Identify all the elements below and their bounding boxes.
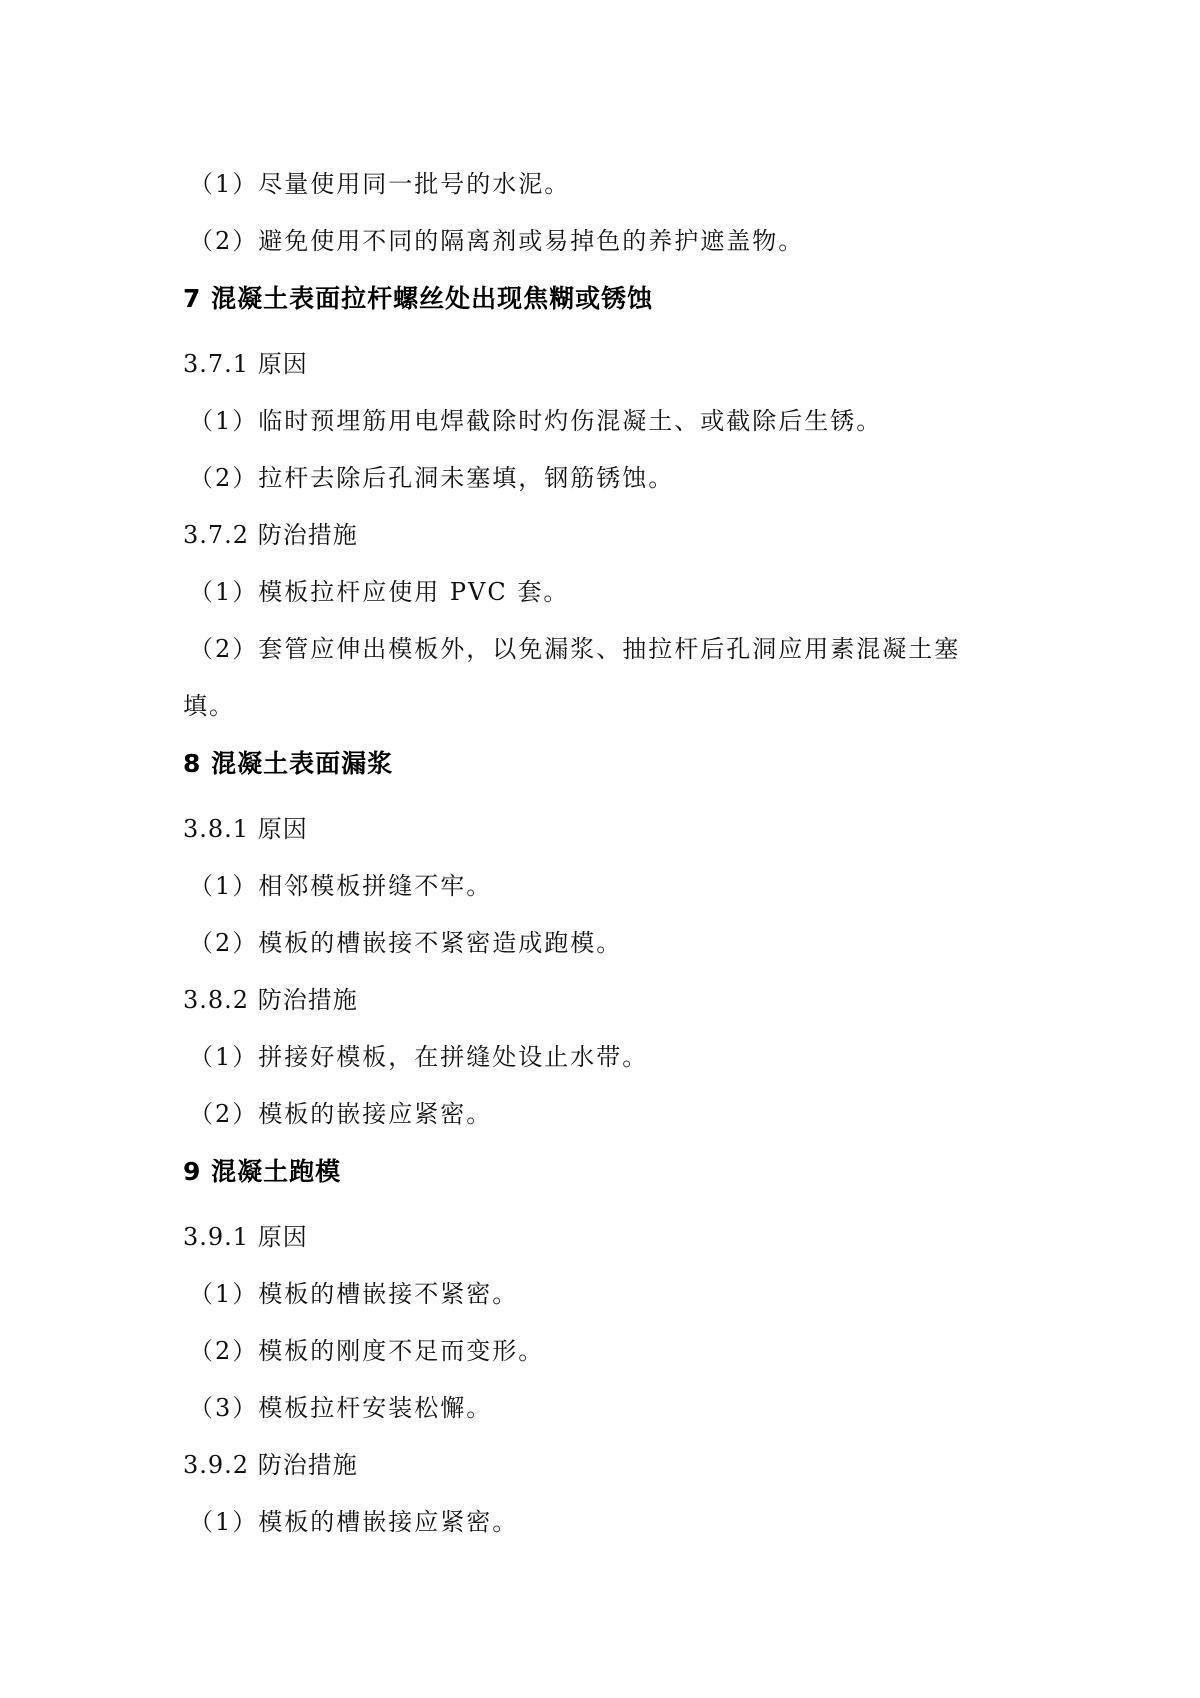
document-body [183, 156, 1063, 1551]
section-heading: 8 混凝土表面漏浆 [183, 749, 394, 778]
subsection-heading: 3.7.1 原因 [183, 350, 308, 378]
subsection-heading: 3.7.2 防治措施 [183, 521, 358, 549]
list-item: （2）避免使用不同的隔离剂或易掉色的养护遮盖物。 [189, 227, 805, 255]
subsection-heading: 3.9.1 原因 [183, 1223, 308, 1251]
list-item: （1）模板的槽嵌接不紧密。 [189, 1280, 519, 1308]
list-item: （1）临时预埋筋用电焊截除时灼伤混凝土、或截除后生锈。 [189, 407, 883, 435]
section-heading: 9 混凝土跑模 [183, 1157, 342, 1186]
list-item: （1）模板的槽嵌接应紧密。 [189, 1508, 519, 1536]
list-item: （1）尽量使用同一批号的水泥。 [189, 170, 571, 198]
subsection-heading: 3.8.2 防治措施 [183, 986, 358, 1014]
list-item: （2）模板的刚度不足而变形。 [189, 1337, 545, 1365]
list-item: （3）模板拉杆安装松懈。 [189, 1394, 493, 1422]
list-item: （2）套管应伸出模板外，以免漏浆、抽拉杆后孔洞应用素混凝土塞 [189, 635, 961, 663]
subsection-heading: 3.9.2 防治措施 [183, 1451, 358, 1479]
section-heading: 7 混凝土表面拉杆螺丝处出现焦糊或锈蚀 [183, 284, 654, 313]
list-item: （2）拉杆去除后孔洞未塞填，钢筋锈蚀。 [189, 464, 675, 492]
list-item: （1）模板拉杆应使用 PVC 套。 [189, 578, 570, 606]
list-item: （2）模板的嵌接应紧密。 [189, 1100, 493, 1128]
subsection-heading: 3.8.1 原因 [183, 815, 308, 843]
list-item-continuation: 填。 [183, 692, 235, 720]
list-item: （2）模板的槽嵌接不紧密造成跑模。 [189, 929, 623, 957]
list-item: （1）拼接好模板，在拼缝处设止水带。 [189, 1043, 649, 1071]
list-item: （1）相邻模板拼缝不牢。 [189, 872, 493, 900]
